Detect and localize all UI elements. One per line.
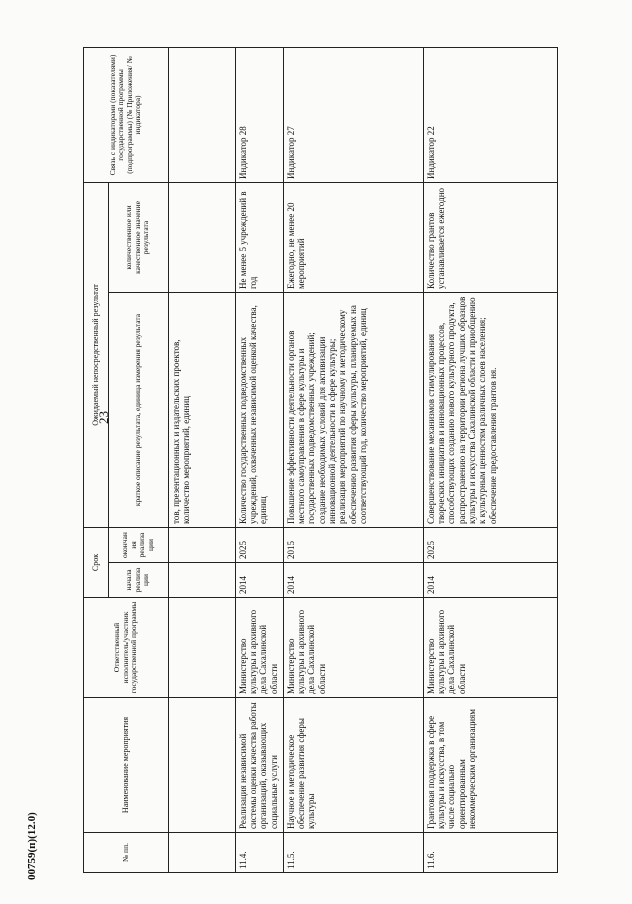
row-responsible: Министерство культуры и архивного дела Сахалинской области [235,598,283,698]
header-value: количественное или качественное значение результата [108,182,168,292]
header-num: № пп. [84,833,169,873]
table-row [283,47,423,872]
row-start: 2014 [423,563,557,598]
row-name: Научное и методическое обеспечение развития сферы культуры [283,698,423,833]
header-expected: Ожидаемый непосредственный результат [84,182,109,527]
cell-empty [168,527,235,562]
footer-code: 00759(п)(12.0) [26,812,38,880]
cell-empty [168,598,235,698]
cell-empty [168,47,235,182]
row-start: 2014 [283,563,423,598]
row-value: Количество грантов устанавливается ежегодно [423,182,557,292]
row-num: 11.4. [235,833,283,873]
header-link: Связь с индикаторами (показателями) государственной программы (подпрограммы) (№ Приложения/ № индикатора) [84,47,169,182]
row-value: Ежегодно, не менее 20 мероприятий [283,182,423,292]
header-end: окончания реализации [108,527,168,562]
cell-empty [168,182,235,292]
row-end: 2025 [235,527,283,562]
header-term: Срок [84,527,109,597]
header-row-1 [84,47,109,872]
continuation-row [168,47,235,872]
table-row [423,47,557,872]
row-num: 11.5. [283,833,423,873]
header-name: Наименование мероприятия [84,698,169,833]
table-row [235,47,283,872]
header-start: начала реализации [108,563,168,598]
row-link: Индикатор 22 [423,47,557,182]
rotated-table-wrapper [83,48,558,873]
row-end: 2025 [423,527,557,562]
row-num: 11.6. [423,833,557,873]
row-end: 2015 [283,527,423,562]
continuation-description: тов, презентационных и издательских проектов, количество мероприятий, единиц [168,292,235,527]
row-description: Совершенствование механизмов стимулирования творческих инициатив и инновационных процессов, способствующих созданию нового культурного продукта, распространению на территории региона лучших образцов культуры и искусства Сахалинской области и приобщению к культурным ценностям различных слоев населения; обеспечение предоставления грантов ня. [423,292,557,527]
row-name: Реализация независимой системы оценки качества работы организаций, оказывающих социальные услуги [235,698,283,833]
cell-empty [168,698,235,833]
row-description: Повышение эффективности деятельности органов местного самоуправления в сфере культуры и государственных подведомственных учреждений; создание необходимых условий для активизации инновационной деятельности в сфере культуры; реализация мероприятий по научному и методическому обеспечению развития сферы культуры, планируемых на соответствующий год, количество мероприятий, единиц [283,292,423,527]
row-responsible: Министерство культуры и архивного дела Сахалинской области [423,598,557,698]
measures-table [83,47,558,873]
row-link: Индикатор 27 [283,47,423,182]
row-description: Количество государственных подведомственных учреждений, охваченных независимой оценкой качества, единиц [235,292,283,527]
row-link: Индикатор 28 [235,47,283,182]
row-name: Грантовая поддержка в сфере культуры и искусства, в том числе социально ориентированным некоммерческим организациям [423,698,557,833]
row-start: 2014 [235,563,283,598]
row-value: Не менее 5 учреждений в год [235,182,283,292]
header-description: краткое описание результата, единица измерения результата [108,292,168,527]
header-responsible: Ответственный исполнитель/участник государственной программы [84,598,169,698]
cell-empty [168,563,235,598]
cell-empty [168,833,235,873]
row-responsible: Министерство культуры и архивного дела Сахалинской области [283,598,423,698]
page-number: 23 [96,411,111,424]
